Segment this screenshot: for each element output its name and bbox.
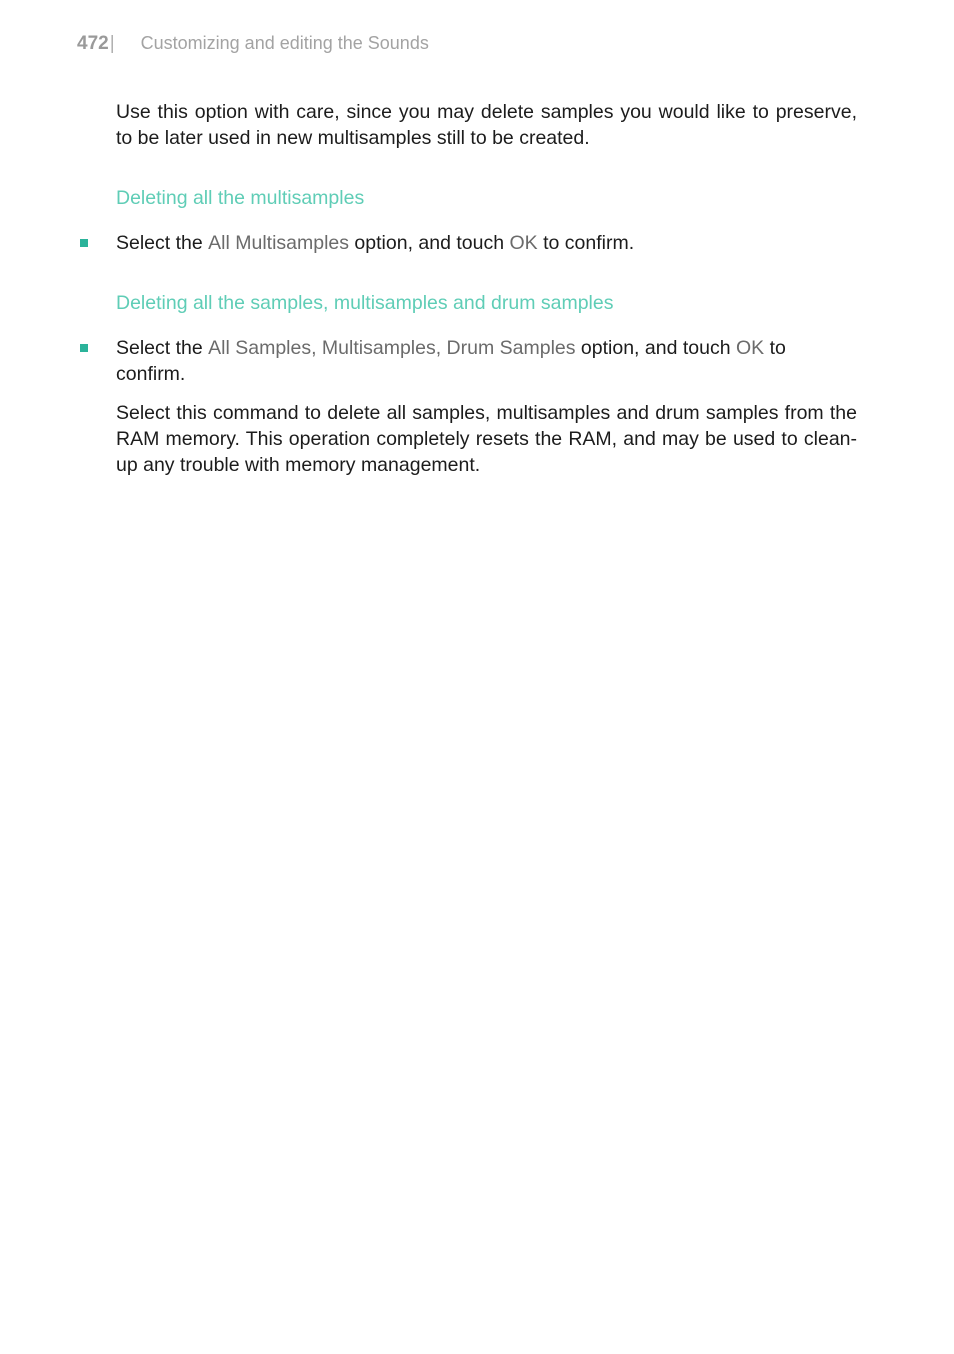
bullet-text-before: Select the: [116, 337, 209, 359]
option-name: All Samples, Multisamples, Drum Samples: [208, 337, 576, 359]
bullet-text-after: to confirm.: [537, 232, 635, 254]
bullet-text-middle: option, and touch: [575, 337, 736, 359]
bullet-text-before: Select the: [116, 232, 209, 254]
note-paragraph: Select this command to delete all samples, multisamples and drum samples from the RAM memory. This operation completely resets the RAM, and may be used to clean-up any trouble with memory management.: [116, 402, 857, 476]
bullet-item-all-samples: [116, 335, 857, 387]
bullet-item-multisamples: [116, 230, 857, 256]
bullet-text-middle: option, and touch: [349, 232, 510, 254]
ok-label: OK: [735, 337, 765, 359]
bullet-square-icon: [80, 344, 88, 352]
ok-label: OK: [509, 232, 538, 254]
intro-paragraph: Use this option with care, since you may delete samples you would like to preserve, to be later used in new multisamples still to be created.: [116, 101, 857, 149]
page-content: [116, 99, 857, 478]
section-heading-multisamples: Deleting all the multisamples: [116, 187, 365, 209]
header-separator: |: [109, 33, 115, 54]
chapter-title: Customizing and editing the Sounds: [140, 33, 429, 53]
page-number: 472: [77, 33, 109, 54]
option-name: All Multisamples: [208, 232, 350, 254]
bullet-text: [116, 335, 857, 387]
bullet-text-after: to confirm.: [116, 337, 786, 385]
section-heading-all-samples: Deleting all the samples, multisamples and drum samples: [116, 292, 614, 314]
bullet-text: [116, 230, 857, 256]
bullet-square-icon: [80, 239, 88, 247]
page-header: [77, 33, 429, 57]
